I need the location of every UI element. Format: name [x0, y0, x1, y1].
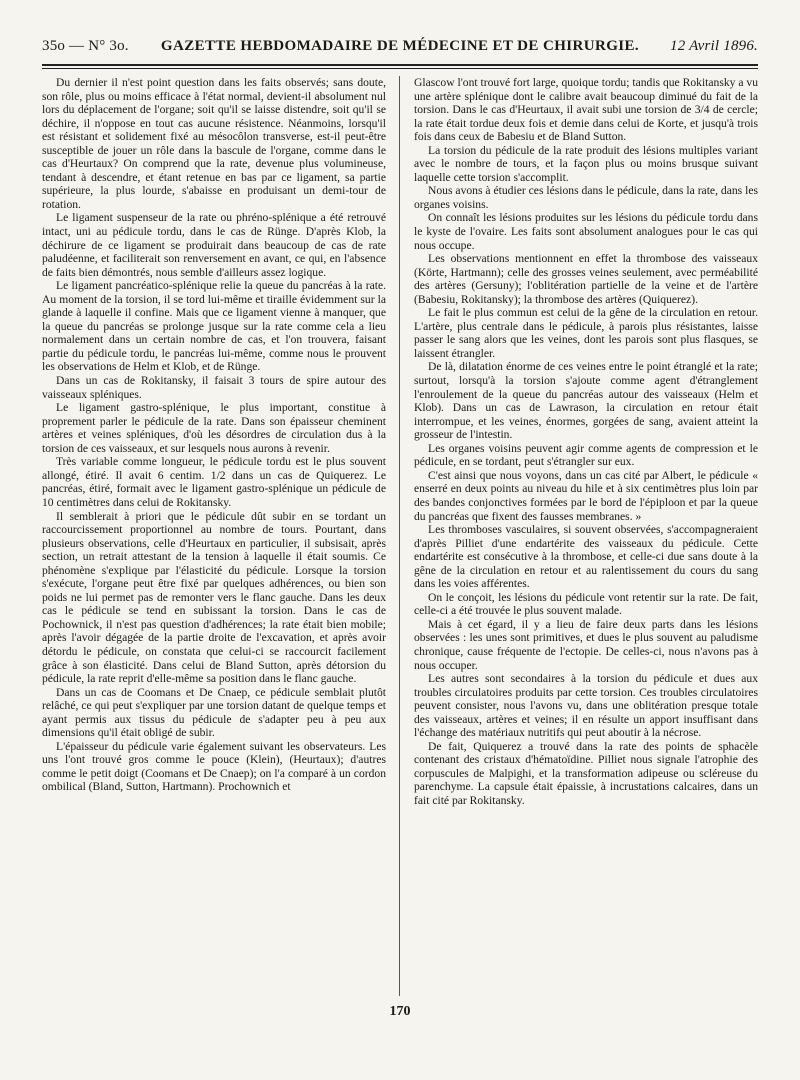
paragraph: De fait, Quiquerez a trouvé dans la rate des points de sphacèle contenant des cristaux d'hématoïdine. Pilliet nous signale l'atrophie des corpuscules de Malpighi, et la transformation adipeuse ou scléreuse du parenchyme. La capsule était épaissie, à incrustations calcaires, dans un fait cité par Rokitansky.	[414, 739, 758, 807]
paragraph: On connaît les lésions produites sur les lésions du pédicule tordu dans le kyste de l'ovaire. Les faits sont absolument analogues pour le cas qui nous occupe.	[414, 211, 758, 252]
header-rule-thin	[42, 68, 758, 69]
paragraph: Mais à cet égard, il y a lieu de faire deux parts dans les lésions observées : les unes sont primitives, et dues le plus souvent au paludisme chronique, cause fréquente de l'ectopie. De celles-ci, nous n'avons pas à nous occuper.	[414, 617, 758, 672]
paragraph: Il semblerait à priori que le pédicule dût subir en se tordant un raccourcissement proportionnel au nombre de tours. Pourtant, dans plusieurs observations, celle d'Heurtaux en particulier, il subsisait, après section, un retrait attestant de la tension à laquelle il était soumis. Ce phénomène s'explique par l'élasticité du pédicule. Lorsque la torsion s'exécute, l'organe peut être fixé par quelques adhérences, ou bien son poids ne lui permet pas de remonter vers le flanc gauche. Dans les deux cas le pédicule se tend en subissant la torsion. Dans le cas de Pochownick, il n'est pas question d'adhérences; la rate était bien mobile; après l'avoir dégagée de la partie droite de l'excavation, et après avoir détordu le pédicule, on constata que celui-ci se raccourcit facilement grâce à son élasticité. Dans celui de Bland Sutton, après détorsion du pédicule, la rate reprit d'elle-même sa position dans le flanc gauche.	[42, 509, 386, 686]
page-number: 170	[389, 1004, 411, 1019]
paragraph: Les thromboses vasculaires, si souvent observées, s'accompagneraient d'après Pilliet d'une endartérite des vaisseaux du pédicule. Cette endartérite est consécutive à la thrombose, et celle-ci due sans doute à la gêne de la circulation en retour et au ralentissement du cours du sang dans les voies afférentes.	[414, 523, 758, 591]
paragraph: La torsion du pédicule de la rate produit des lésions multiples variant avec le nombre de tours, et la façon plus ou moins brusque suivant laquelle cette torsion s'accomplit.	[414, 143, 758, 184]
paragraph: L'épaisseur du pédicule varie également suivant les observateurs. Les uns l'ont trouvé gros comme le pouce (Klein), (Heurtaux); d'autres comme le petit doigt (Coomans et De Cnaep); on l'a comparé à un cordon ombilical (Bland, Sutton, Hartmann). Prochownich et	[42, 739, 386, 794]
paragraph: Du dernier il n'est point question dans les faits observés; sans doute, son rôle, plus ou moins efficace à l'état normal, devient-il absolument nul lors du déplacement de l'organe; soit qu'il se laisse distendre, soit qu'il se déchire, il n'oppose en tout cas aucune résistence. Néanmoins, lorsqu'il est résistant et solidement fixé au mésocôlon transverse, est-il peut-être susceptible de jouer un rôle dans la bascule de l'organe, comme dans le cas d'Heurtaux? On comprend que la rate, devenue plus volumineuse, tendant à descendre, et étant retenue en bas par ce ligament, sa partie supérieure, la plus lourde, s'abaisse en produisant un demi-tour de rotation.	[42, 76, 386, 211]
paragraph: Le ligament suspenseur de la rate ou phréno-splénique a été retrouvé intact, uni au pédicule tordu, dans le cas de Rünge. D'après Klob, la déchirure de ce ligament se produirait dans beaucoup de cas de rate paludéenne, et faciliterait son renversement en avant, ce qui, en l'absence de faits bien démontrés, nous semble d'ailleurs assez logique.	[42, 211, 386, 279]
paragraph: Le ligament pancréatico-splénique relie la queue du pancréas à la rate. Au moment de la torsion, il se tord lui-même et tiraille évidemment sur la glande à laquelle il confine. Mais que ce ligament vienne à manquer, que la queue du pancréas se prolonge jusque sur la rate comme cela a lieu normalement dans un certain nombre de cas, et l'on trouvera, faisant partie du pédicule tordu, le pancréas lui-même, comme nous le prouvent les observations de Helm et Klob, et de Rünge.	[42, 279, 386, 374]
issue-date: 12 Avril 1896.	[670, 38, 758, 54]
paragraph: Glascow l'ont trouvé fort large, quoique tordu; tandis que Rokitansky a vu une artère splénique dont le calibre avait beaucoup diminué du fait de la torsion. Dans le cas d'Heurtaux, il avait subi une torsion de 3/4 de cercle; la rate était tordue deux fois et demie dans celui de Korte, et jusqu'à trois fois dans ceux de Babesiu et de Bland Sutton.	[414, 76, 758, 144]
paragraph: Les organes voisins peuvent agir comme agents de compression et le pédicule, en se tordant, peut s'étrangler sur eux.	[414, 441, 758, 469]
header-rule-thick	[42, 64, 758, 66]
right-column	[414, 76, 758, 808]
paragraph: Le ligament gastro-splénique, le plus important, constitue à proprement parler le pédicule de la rate. Dans son épaisseur cheminent artères et veines spléniques, d'où les désordres de circulation dus à la torsion de ces vaisseaux, et sur lesquels nous aurons à revenir.	[42, 401, 386, 455]
paragraph: On le conçoit, les lésions du pédicule vont retentir sur la rate. De fait, celle-ci a été trouvée le plus souvent malade.	[414, 590, 758, 618]
running-header	[42, 38, 758, 62]
journal-title: GAZETTE HEBDOMADAIRE DE MÉDECINE ET DE CHIRURGIE.	[160, 38, 640, 54]
column-separator	[399, 76, 400, 996]
paragraph: De là, dilatation énorme de ces veines entre le point étranglé et la rate; surtout, lorsqu'à la torsion s'ajoute comme agent d'étranglement l'enroulement de la queue du pancréas autour des vaisseaux (Helm et Klob). Dans un cas de Lawrason, la circulation en retour était interrompue, et les veines, énormes, gorgées de sang, avaient atteint la grosseur de l'intestin.	[414, 360, 758, 442]
paragraph: Nous avons à étudier ces lésions dans le pédicule, dans la rate, dans les organes voisins.	[414, 184, 758, 211]
paragraph: Les autres sont secondaires à la torsion du pédicule et dues aux troubles circulatoires produits par cette torsion. Ces troubles circulatoires peuvent consister, nous l'avons vu, dans une oblitération presque totale des vaisseaux, artères et veines; il en résulte un apport insuffisant dans l'échange des matériaux nutritifs qui peut aboutir à la nécrose.	[414, 672, 758, 740]
paragraph: Dans un cas de Coomans et De Cnaep, ce pédicule semblait plutôt relâché, ce qui peut s'expliquer par une torsion datant de quelque temps et ayant permis aux tissus du pédicule de s'adapter peu à peu aux dimensions qu'il était obligé de subir.	[42, 685, 386, 740]
page-issue: 35o — N° 3o.	[42, 38, 129, 54]
paragraph: Les observations mentionnent en effet la thrombose des vaisseaux (Körte, Hartmann); celle des grosses veines seulement, avec perméabilité des artères (Gersuny); l'oblitération partielle de la veine et de l'artère (Babesiu, Rokitansky); la thrombose des artères (Quiquerez).	[414, 252, 758, 306]
paragraph: Le fait le plus commun est celui de la gêne de la circulation en retour. L'artère, plus centrale dans le pédicule, à parois plus résistantes, laisse passer le sang alors que les veines, dont les parois sont plus flasques, se laissent étrangler.	[414, 306, 758, 360]
paragraph: Très variable comme longueur, le pédicule tordu est le plus souvent allongé, étiré. Il avait 6 centim. 1/2 dans un cas de Quiquerez. Le pancréas, étiré, formait avec le ligament gastro-splénique un pédicule de 10 centimètres dans celui de Rokitansky.	[42, 455, 386, 509]
left-column	[42, 76, 386, 794]
paragraph: Dans un cas de Rokitansky, il faisait 3 tours de spire autour des vaisseaux spléniques.	[42, 374, 386, 401]
paragraph: C'est ainsi que nous voyons, dans un cas cité par Albert, le pédicule « enserré en deux points au niveau du hile et à six centimètres plus loin par des bandes conjonctives formées par le bord de l'épiploon et par la queue du pancréas que fixent des fausses membranes. »	[414, 468, 758, 523]
